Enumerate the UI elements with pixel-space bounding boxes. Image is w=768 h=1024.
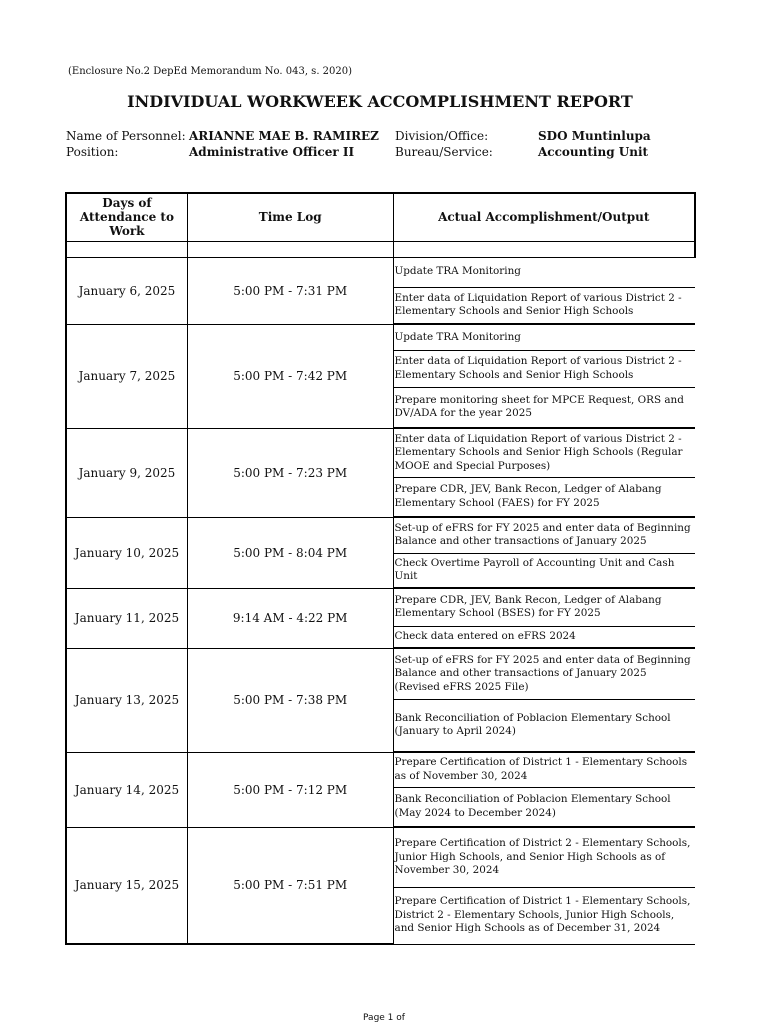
name-value: ARIANNE MAE B. RAMIREZ bbox=[189, 129, 379, 143]
header-days: Days of Attendance to Work bbox=[66, 193, 187, 241]
time-log: 5:00 PM - 7:12 PM bbox=[187, 752, 393, 827]
spacer-row bbox=[66, 241, 695, 257]
attendance-date: January 6, 2025 bbox=[66, 257, 187, 324]
attendance-date: January 15, 2025 bbox=[66, 827, 187, 944]
accomplishment-item: Prepare Certification of District 2 - Elementary Schools, Junior High Schools, and Senior High Schools as of November 30, 2024 bbox=[393, 827, 695, 887]
table-row bbox=[66, 648, 695, 699]
accomplishment-item: Set-up of eFRS for FY 2025 and enter data of Beginning Balance and other transactions of January 2025 bbox=[393, 517, 695, 553]
division-value: SDO Muntinlupa bbox=[538, 129, 651, 143]
accomplishment-item: Enter data of Liquidation Report of various District 2 - Elementary Schools and Senior High Schools bbox=[393, 350, 695, 387]
name-label: Name of Personnel: bbox=[66, 129, 186, 143]
accomplishment-item: Set-up of eFRS for FY 2025 and enter data of Beginning Balance and other transactions of January 2025 (Revised eFRS 2025 File) bbox=[393, 648, 695, 699]
table-row bbox=[66, 588, 695, 626]
accomplishment-item: Check Overtime Payroll of Accounting Unit and Cash Unit bbox=[393, 553, 695, 588]
attendance-date: January 10, 2025 bbox=[66, 517, 187, 588]
accomplishment-item: Prepare CDR, JEV, Bank Recon, Ledger of Alabang Elementary School (FAES) for FY 2025 bbox=[393, 477, 695, 517]
personnel-values bbox=[189, 128, 379, 160]
attendance-date: January 7, 2025 bbox=[66, 324, 187, 428]
table-row bbox=[66, 324, 695, 350]
attendance-date: January 13, 2025 bbox=[66, 648, 187, 752]
office-values bbox=[538, 128, 651, 160]
spacer-cell bbox=[187, 241, 393, 257]
time-log: 5:00 PM - 7:31 PM bbox=[187, 257, 393, 324]
time-log: 9:14 AM - 4:22 PM bbox=[187, 588, 393, 648]
accomplishment-item: Prepare monitoring sheet for MPCE Request, ORS and DV/ADA for the year 2025 bbox=[393, 387, 695, 428]
accomplishment-item: Update TRA Monitoring bbox=[393, 324, 695, 350]
accomplishment-item: Bank Reconciliation of Poblacion Elementary School (January to April 2024) bbox=[393, 699, 695, 752]
header-time-log: Time Log bbox=[187, 193, 393, 241]
accomplishment-item: Update TRA Monitoring bbox=[393, 257, 695, 287]
bureau-value: Accounting Unit bbox=[538, 145, 649, 159]
table-row bbox=[66, 517, 695, 553]
spacer-cell bbox=[393, 241, 695, 257]
attendance-date: January 9, 2025 bbox=[66, 428, 187, 517]
spacer-cell bbox=[66, 241, 187, 257]
accomplishment-item: Check data entered on eFRS 2024 bbox=[393, 626, 695, 648]
accomplishment-item: Prepare Certification of District 1 - Elementary Schools, District 2 - Elementary Schools, Junior High Schools, and Senior High Schools as of December 31, 2024 bbox=[393, 887, 695, 944]
table-row bbox=[66, 428, 695, 477]
accomplishment-item: Enter data of Liquidation Report of various District 2 - Elementary Schools and Senior High Schools bbox=[393, 287, 695, 324]
header-accomplishment: Actual Accomplishment/Output bbox=[393, 193, 695, 241]
accomplishment-item: Enter data of Liquidation Report of various District 2 - Elementary Schools and Senior High Schools (Regular MOOE and Special Purposes) bbox=[393, 428, 695, 477]
division-label: Division/Office: bbox=[395, 129, 489, 143]
accomplishment-table bbox=[65, 192, 696, 945]
accomplishment-item: Prepare CDR, JEV, Bank Recon, Ledger of Alabang Elementary School (BSES) for FY 2025 bbox=[393, 588, 695, 626]
time-log: 5:00 PM - 7:38 PM bbox=[187, 648, 393, 752]
time-log: 5:00 PM - 8:04 PM bbox=[187, 517, 393, 588]
time-log: 5:00 PM - 7:23 PM bbox=[187, 428, 393, 517]
table-row bbox=[66, 257, 695, 287]
attendance-date: January 11, 2025 bbox=[66, 588, 187, 648]
office-labels bbox=[395, 128, 493, 160]
position-label: Position: bbox=[66, 145, 119, 159]
position-value: Administrative Officer II bbox=[189, 145, 355, 159]
table-row bbox=[66, 752, 695, 787]
time-log: 5:00 PM - 7:42 PM bbox=[187, 324, 393, 428]
enclosure-note: (Enclosure No.2 DepEd Memorandum No. 043, s. 2020) bbox=[68, 66, 353, 77]
personnel-labels bbox=[66, 128, 186, 160]
page-footer: Page 1 of bbox=[363, 1013, 405, 1023]
table-header-row bbox=[66, 193, 695, 241]
bureau-label: Bureau/Service: bbox=[395, 145, 493, 159]
report-title: INDIVIDUAL WORKWEEK ACCOMPLISHMENT REPORT bbox=[127, 92, 633, 111]
accomplishment-item: Prepare Certification of District 1 - Elementary Schools as of November 30, 2024 bbox=[393, 752, 695, 787]
table-row bbox=[66, 827, 695, 887]
attendance-date: January 14, 2025 bbox=[66, 752, 187, 827]
accomplishment-item: Bank Reconciliation of Poblacion Elementary School (May 2024 to December 2024) bbox=[393, 787, 695, 827]
time-log: 5:00 PM - 7:51 PM bbox=[187, 827, 393, 944]
